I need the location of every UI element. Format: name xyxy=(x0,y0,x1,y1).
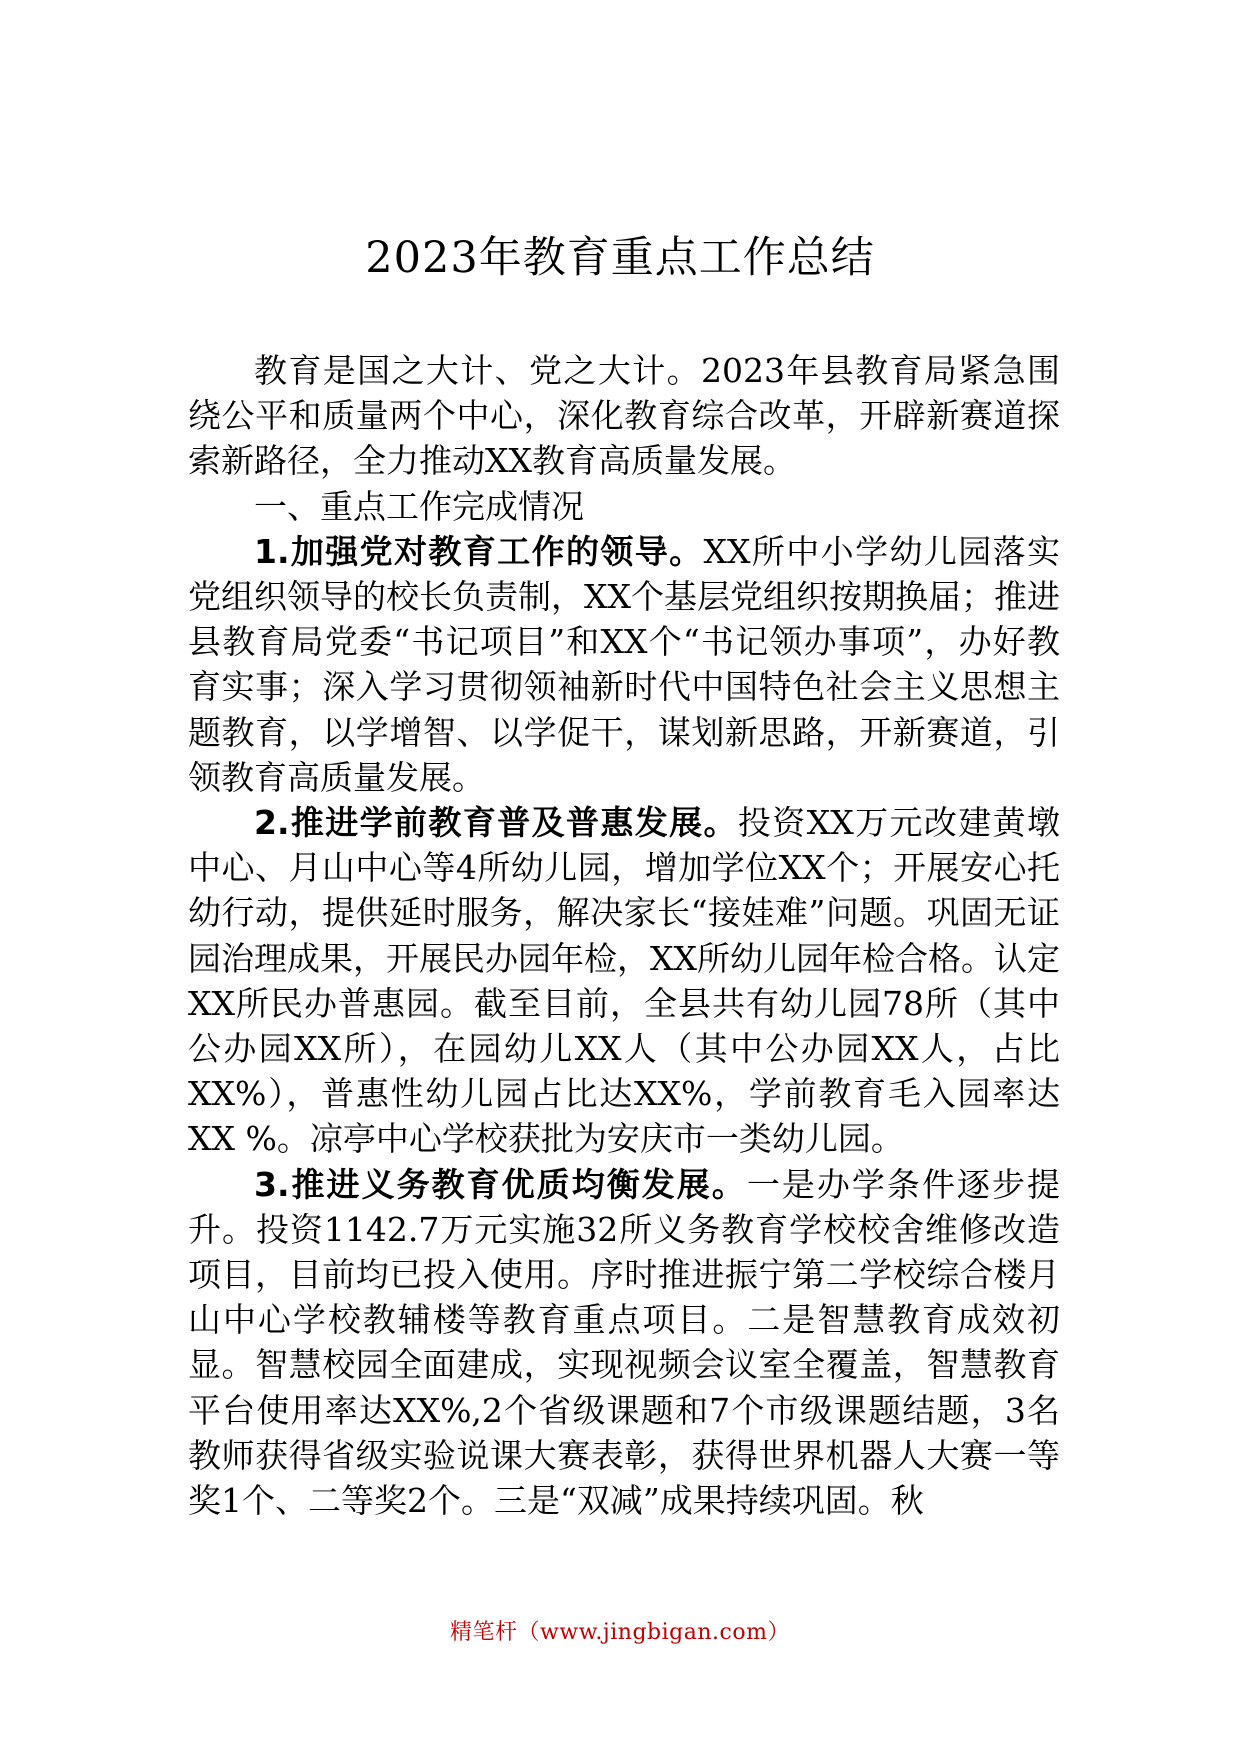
item-paragraph-2 xyxy=(188,800,1060,1162)
item-text-2: 投资XX万元改建黄墩中心、月山中心等4所幼儿园，增加学位XX个；开展安心托幼行动，提供延时服务，解决家长“接娃难”问题。巩固无证园治理成果，开展民办园年检，XX所幼儿园年检合格。认定XX所民办普惠园。截至目前，全县共有幼儿园78所（其中公办园XX所），在园幼儿XX人（其中公办园XX人，占比XX%），普惠性幼儿园占比达XX%，学前教育毛入园率达XX %。凉亭中心学校获批为安庆市一类幼儿园。 xyxy=(188,803,1060,1159)
footer-watermark-link[interactable]: 精笔杆（www.jingbigan.com） xyxy=(450,1620,790,1645)
item-lead-2: 2.推进学前教育普及普惠发展。 xyxy=(254,803,738,843)
intro-paragraph: 教育是国之大计、党之大计。2023年县教育局紧急围绕公平和质量两个中心，深化教育综合改革，开辟新赛道探索新路径，全力推动XX教育高质量发展。 xyxy=(188,351,1060,481)
document-title: 2023年教育重点工作总结 xyxy=(365,233,875,283)
section-heading: 一、重点工作完成情况 xyxy=(254,486,584,526)
item-lead-3: 3.推进义务教育优质均衡发展。 xyxy=(254,1164,747,1204)
item-text-1: XX所中小学幼儿园落实党组织领导的校长负责制，XX个基层党组织按期换届；推进县教育局党委“书记项目”和XX个“书记领办事项”，办好教育实事；深入学习贯彻领袖新时代中国特色社会主义思想主题教育，以学增智、以学促干，谋划新思路，开新赛道，引领教育高质量发展。 xyxy=(188,531,1060,797)
item-text-3: 一是办学条件逐步提升。投资1142.7万元实施32所义务教育学校校舍维修改造项目，目前均已投入使用。序时推进振宁第二学校综合楼月山中心学校教辅楼等教育重点项目。二是智慧教育成效初显。智慧校园全面建成，实现视频会议室全覆盖，智慧教育平台使用率达XX%,2个省级课题和7个市级课题结题，3名教师获得省级实验说课大赛表彰，获得世界机器人大赛一等奖1个、二等奖2个。三是“双减”成果持续巩固。秋 xyxy=(188,1164,1061,1521)
item-paragraph-1 xyxy=(188,529,1060,800)
item-lead-1: 1.加强党对教育工作的领导。 xyxy=(254,531,704,571)
item-paragraph-3 xyxy=(188,1162,1060,1524)
document-body xyxy=(188,348,1060,1523)
